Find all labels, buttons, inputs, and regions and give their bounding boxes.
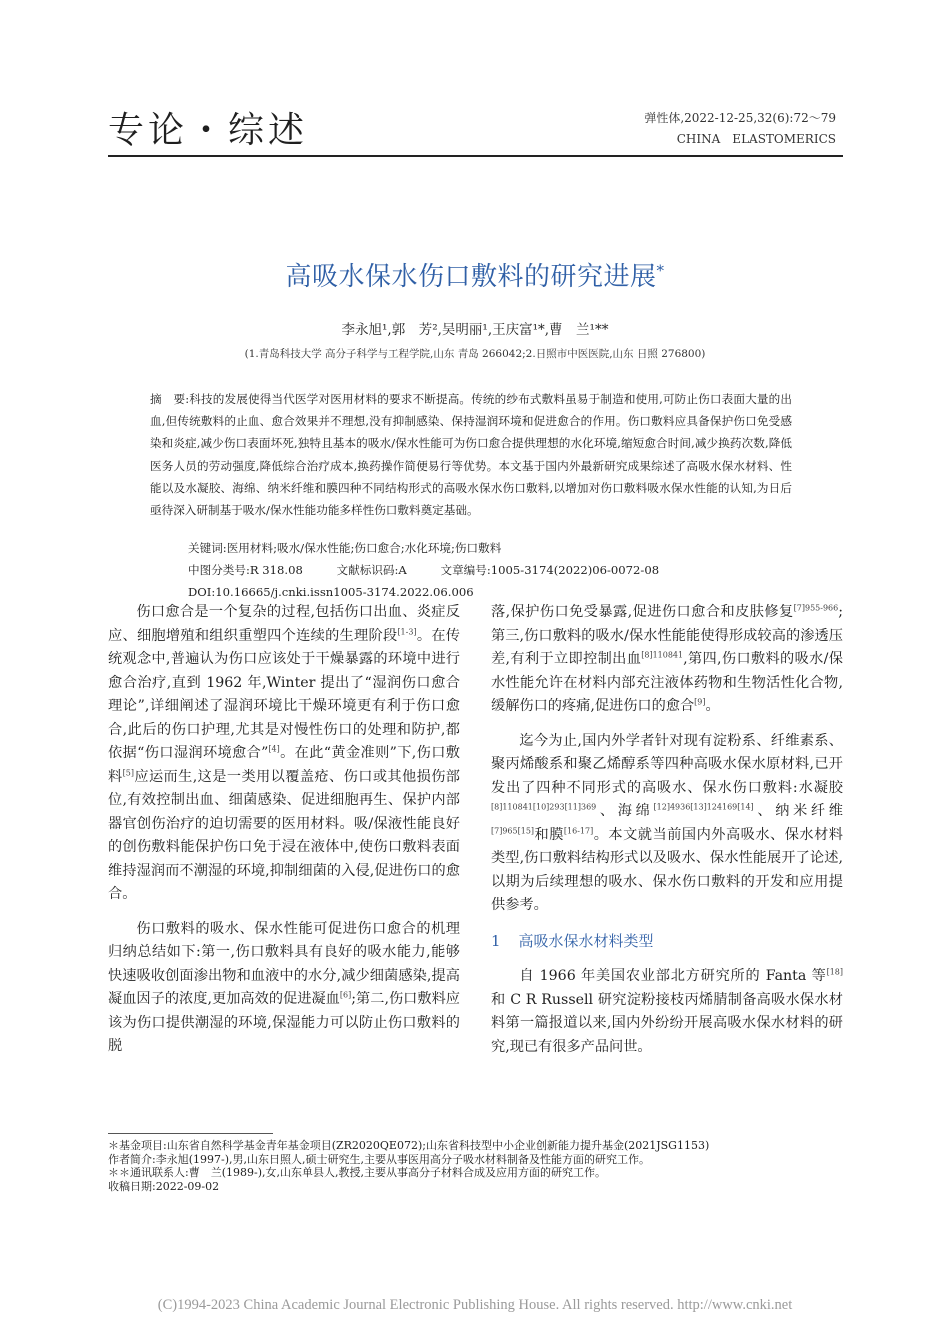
- text-run: 和膜: [534, 826, 564, 843]
- clc-number: 中图分类号:R 318.08: [188, 563, 303, 577]
- footnotes: [108, 1139, 848, 1193]
- title-text: 高吸水保水伤口敷料的研究进展: [285, 262, 657, 292]
- affiliation: (1.青岛科技大学 高分子科学与工程学院,山东 青岛 266042;2.日照市中医医院,山东 日照 276800): [244, 348, 706, 360]
- fund-note: ＊基金项目:山东省自然科学基金青年基金项目(ZR2020QE072);山东省科技型中小企业创新能力提升基金(2021JSG1153): [108, 1139, 710, 1152]
- paragraph: [491, 601, 843, 719]
- text-run: ;第三,伤口敷料的吸水/保水性能能使得形成较高的渗透压差,有利于立即控制出血: [491, 604, 843, 667]
- citation: [7]955-966: [793, 603, 839, 613]
- text-run: 、海绵: [596, 803, 654, 819]
- paragraph: [108, 601, 460, 907]
- text-run: 。: [705, 698, 720, 714]
- citation: [8]110841[10]293[11]369: [491, 802, 597, 812]
- text-run: ,第四,伤口敷料的吸水/保水性能允许在材料内部充注液体药物和生物活性化合物,缓解伤口的疼痛,促进伤口的愈合: [491, 651, 843, 714]
- text-run: 。本文就当前国内外高吸水、保水材料类型,伤口敷料结构形式以及吸水、保水性能展开了论述,以期为后续理想的吸水、保水伤口敷料的开发和应用提供参考。: [491, 826, 843, 913]
- citation: [7]965[15]: [491, 825, 535, 835]
- citation: [8]110841: [641, 650, 684, 660]
- body-column-right: [491, 601, 843, 1070]
- author-list: 李永旭¹,郭 芳²,吴明丽¹,王庆富¹*,曹 兰¹**: [341, 322, 609, 338]
- keywords: 关键词:医用材料;吸水/保水性能;伤口愈合;水化环境;伤口敷料: [188, 541, 502, 555]
- paragraph: [491, 965, 843, 1059]
- citation: [4]: [268, 744, 280, 754]
- paragraph: [108, 918, 460, 1059]
- journal-info: [644, 108, 836, 150]
- text-run: 、纳米纤维: [753, 803, 843, 819]
- text-run: 应运而生,这是一类用以覆盖疮、伤口或其他损伤部位,有效控制出血、细菌感染、促进细胞再生、保护内部器官创伤治疗的迫切需要的医用材料。吸/保液性能良好的创伤敷料能保护伤口免于浸在液体中,使伤口敷料表面维持湿润而不潮湿的环境,抑制细菌的入侵,促进伤口的愈合。: [108, 768, 460, 902]
- text-run: 迄今为止,国内外学者针对现有淀粉系、纤维素系、聚丙烯酸系和聚乙烯醇系等四种高吸水保水原材料,已开发出了四种不同形式的高吸水、保水伤口敷料:水凝胶: [491, 732, 843, 796]
- text-run: 。在传统观念中,普遍认为伤口应该处于干燥暴露的环境中进行愈合治疗,直到 1962 年,Winter 提出了“湿润伤口愈合理论”,详细阐述了湿润环境比干燥环境更有利于伤口愈合,此后的伤口护理,尤其是对慢性伤口的处理和防护,都依据“伤口湿润环境愈合”: [108, 627, 460, 761]
- paragraph: [491, 730, 843, 918]
- journal-citation: 弹性体,2022-12-25,32(6):72～79: [644, 111, 836, 125]
- text-run: 。在此“黄金准则”下,伤口敷料: [108, 745, 460, 785]
- text-run: ;第二,伤口敷料应该为伤口提供潮湿的环境,保湿能力可以防止伤口敷料的脱: [108, 991, 460, 1054]
- text-run: 落,保护伤口免受暴露,促进伤口愈合和皮肤修复: [491, 604, 794, 620]
- abstract: 摘 要:科技的发展使得当代医学对医用材料的要求不断提高。传统的纱布式敷料虽易于制造和使用,可防止伤口表面大量的出血,但传统敷料的止血、愈合效果并不理想,没有抑制感染、保持湿润环境和促进愈合的作用。伤口敷料应具备保护伤口免受感染和炎症,减少伤口表面坏死,独特且基本的吸水/保水性能可为伤口愈合提供理想的水化环境,缩短愈合时间,减少换药次数,降低医务人员的劳动强度,降低综合治疗成本,换药操作简便易行等优势。本文基于国内外最新研究成果综述了高吸水保水材料、性能以及水凝胶、海绵、纳米纤维和膜四种不同结构形式的高吸水保水伤口敷料,以增加对伤口敷料吸水保水性能的认知,为日后亟待深入研制基于吸水/保水性能功能多样性伤口敷料奠定基础。: [150, 392, 792, 518]
- header-divider: [108, 155, 843, 157]
- title-footnote-mark: *: [656, 261, 665, 280]
- copyright-watermark: (C)1994-2023 China Academic Journal Electronic Publishing House. All rights reserved. http://www.cnki.net: [157, 1297, 793, 1313]
- text-run: 伤口愈合是一个复杂的过程,包括伤口出血、炎症反应、细胞增殖和组织重塑四个连续的生理阶段: [108, 604, 460, 644]
- citation: [1-3]: [397, 626, 417, 636]
- citation: [16-17]: [563, 825, 594, 835]
- classification-line: [188, 562, 689, 578]
- text-run: 自 1966 年美国农业部北方研究所的 Fanta 等: [519, 968, 827, 984]
- body-column-left: [108, 601, 460, 1070]
- article-title: [0, 256, 950, 293]
- footnote-divider: [108, 1133, 273, 1134]
- section-heading-1: [491, 930, 843, 954]
- section-number: 1: [491, 931, 501, 950]
- journal-name-en: CHINA ELASTOMERICS: [676, 132, 836, 146]
- article-number: 文章编号:1005-3174(2022)06-0072-08: [440, 563, 660, 577]
- text-run: 和 C R Russell 研究淀粉接枝丙烯腈制备高吸水保水材料第一篇报道以来,国内外纷纷开展高吸水保水材料的研究,现已有很多产品问世。: [491, 991, 843, 1055]
- citation: [18]: [826, 967, 843, 977]
- doi: DOI:10.16665/j.cnki.issn1005-3174.2022.06.006: [188, 585, 474, 599]
- citation: [5]: [122, 767, 134, 777]
- text-run: 伤口敷料的吸水、保水性能可促进伤口愈合的机理归纳总结如下:第一,伤口敷料具有良好的吸水能力,能够快速吸收创面渗出物和血液中的水分,减少细菌感染,提高凝血因子的浓度,更加高效的促进凝血: [108, 920, 460, 1007]
- received-date: 收稿日期:2022-09-02: [108, 1179, 220, 1193]
- document-code: 文献标识码:A: [336, 563, 407, 577]
- contact-note: ＊＊通讯联系人:曹 兰(1989-),女,山东单县人,教授,主要从事高分子材料合成及应用方面的研究工作。: [108, 1166, 606, 1179]
- author-note: 作者简介:李永旭(1997-),男,山东日照人,硕士研究生,主要从事医用高分子吸水材料制备及性能方面的研究工作。: [108, 1152, 650, 1166]
- section-heading: 专论・综述: [108, 110, 309, 151]
- citation: [6]: [339, 990, 352, 1000]
- section-title: 高吸水保水材料类型: [518, 931, 654, 950]
- citation: [12]4936[13]124169[14]: [653, 802, 754, 812]
- citation: [9]: [694, 697, 706, 707]
